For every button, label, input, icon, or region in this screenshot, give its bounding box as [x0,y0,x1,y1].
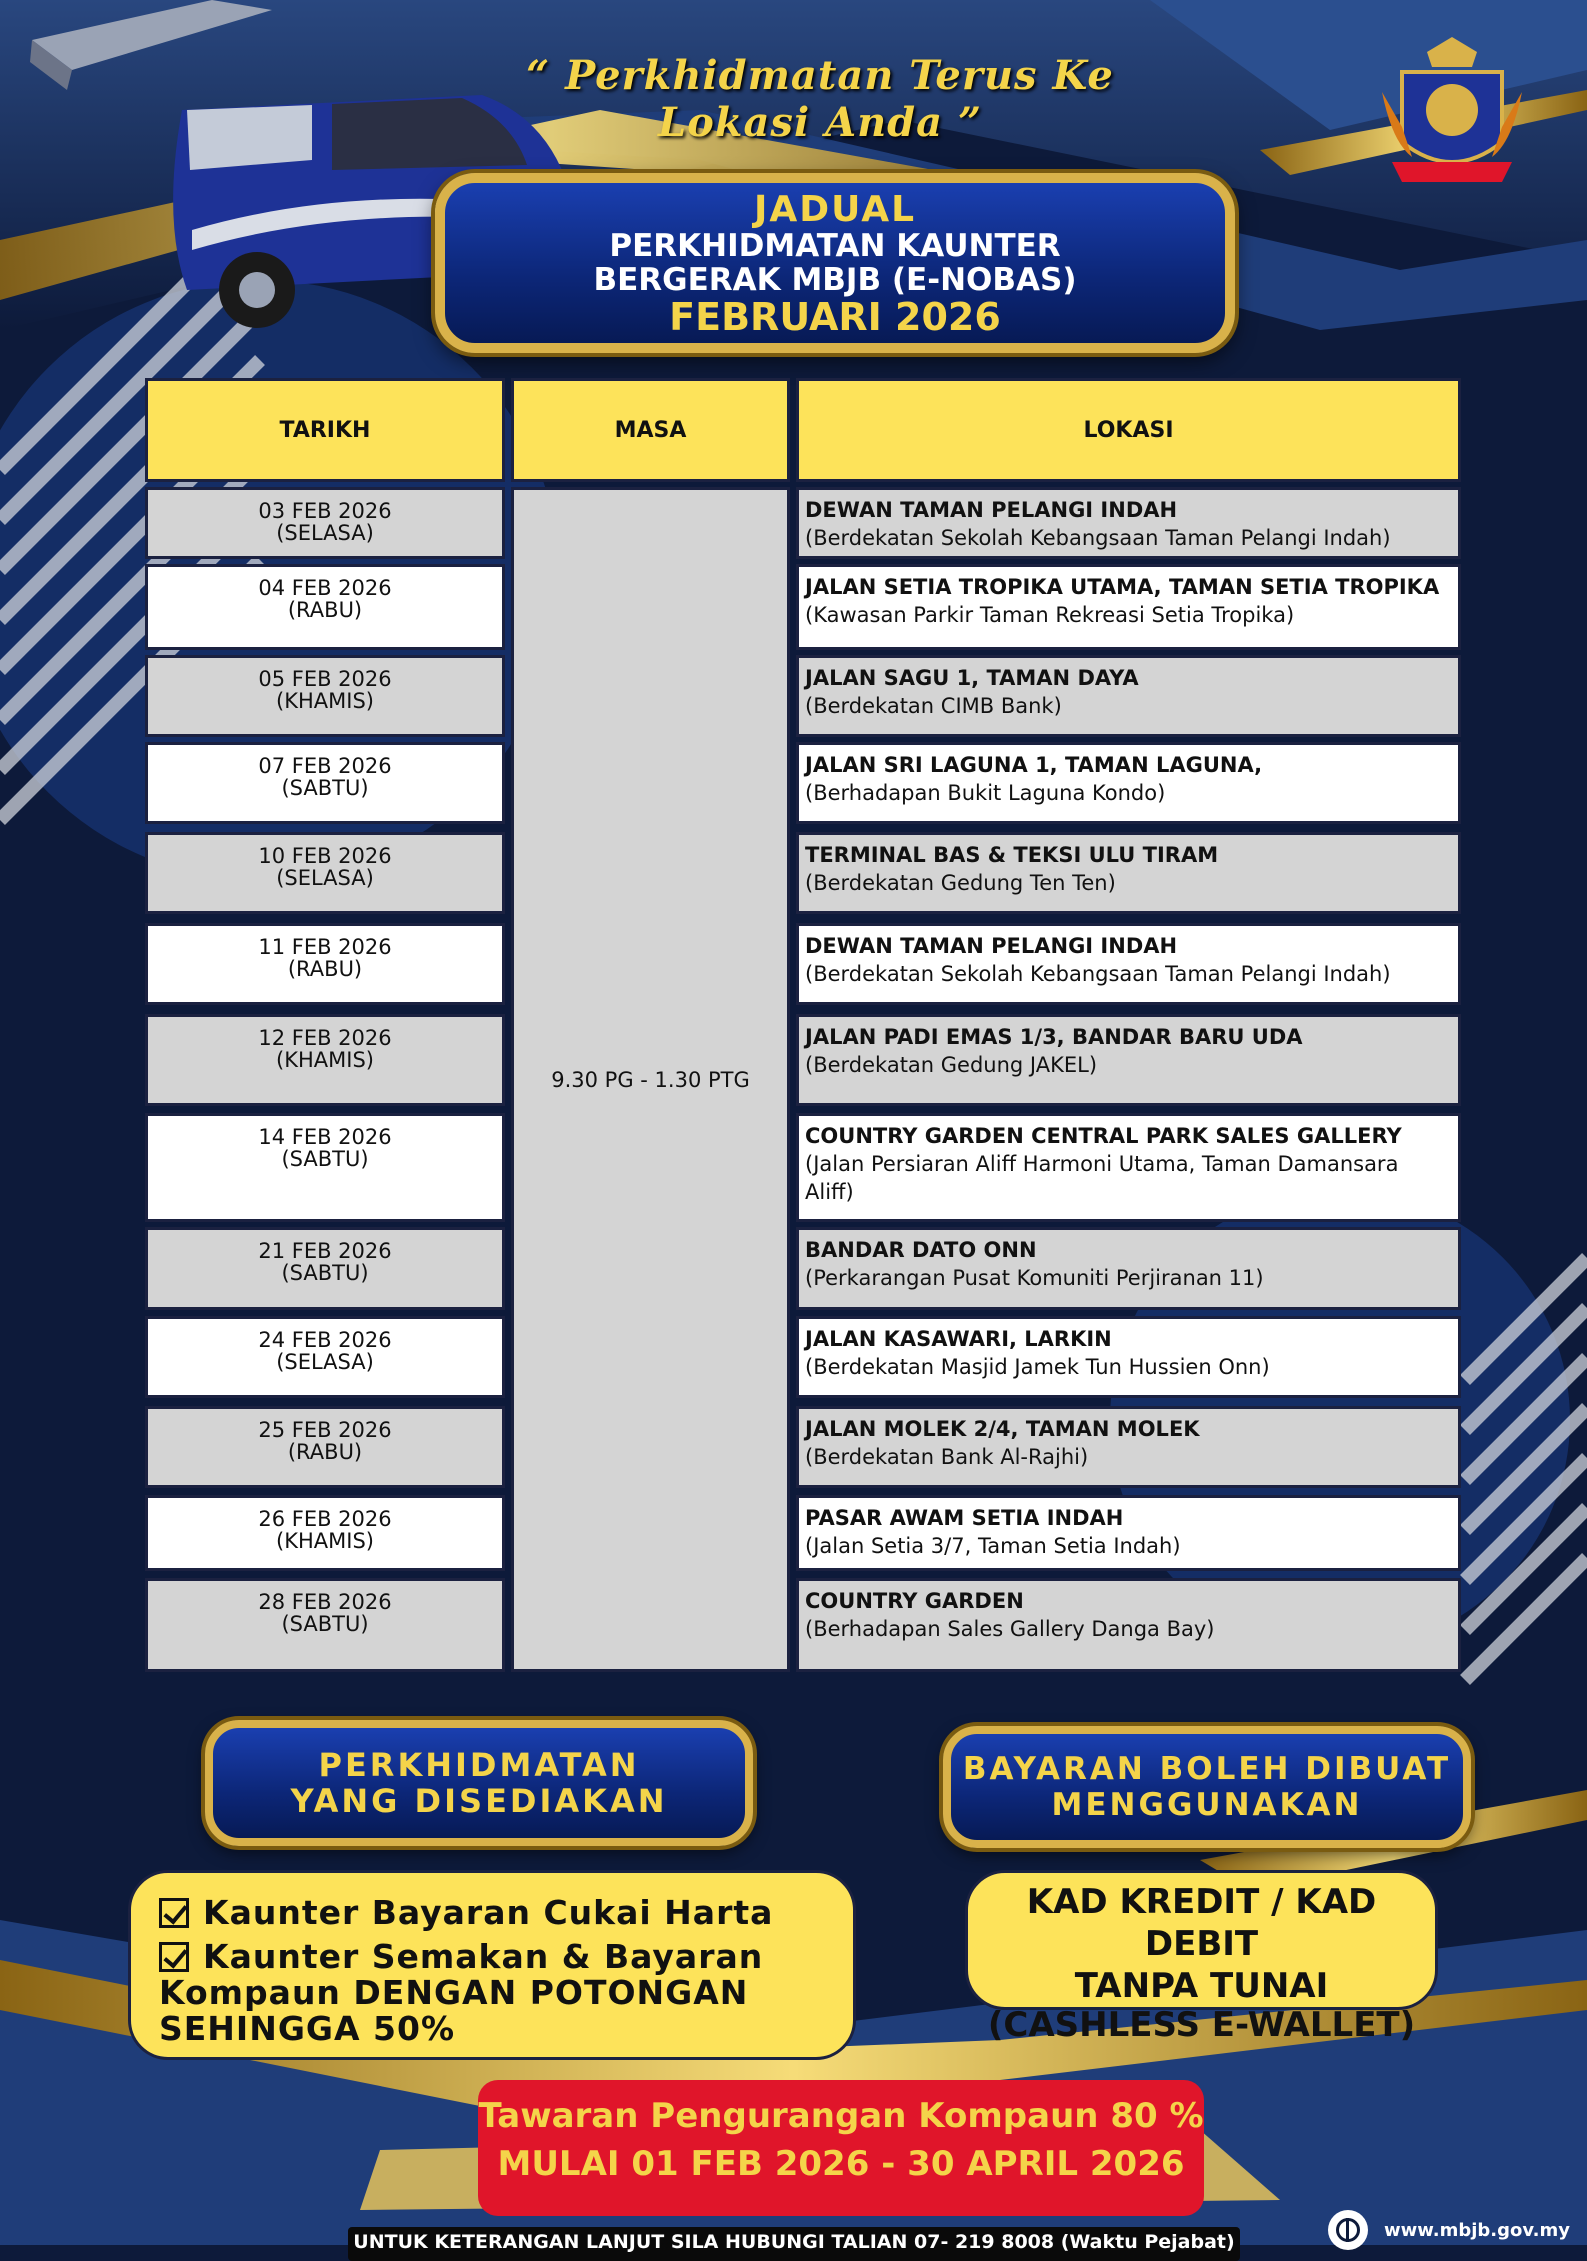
date-text: 07 FEB 2026 [258,754,392,778]
location-name: JALAN KASAWARI, LARKIN [805,1327,1112,1351]
title-line-2: PERKHIDMATAN KAUNTER [609,228,1061,264]
location-name: JALAN MOLEK 2/4, TAMAN MOLEK [805,1417,1200,1441]
checkbox-icon [159,1942,189,1972]
promo-line-2: MULAI 01 FEB 2026 - 30 APRIL 2026 [497,2144,1185,2184]
service-item-2-label [159,1937,764,2048]
location-name: COUNTRY GARDEN [805,1589,1024,1613]
services-heading-line-2: YANG DISEDIAKAN [290,1782,668,1820]
promo-banner [478,2080,1204,2216]
location-note: (Berdekatan Masjid Jamek Tun Hussien Onn) [805,1355,1270,1379]
location-name: PASAR AWAM SETIA INDAH [805,1506,1124,1530]
location-name: TERMINAL BAS & TEKSI ULU TIRAM [805,843,1219,867]
day-text: (SABTU) [281,1612,369,1636]
date-cell [145,1227,505,1310]
date-cell [145,1014,505,1106]
location-note: (Kawasan Parkir Taman Rekreasi Setia Tropika) [805,603,1295,627]
day-text: (RABU) [287,957,363,981]
services-box [128,1870,856,2060]
date-cell [145,923,505,1005]
payment-line-3: (CASHLESS E-WALLET) [987,2005,1416,2045]
tagline: “ Perkhidmatan Terus Ke Lokasi Anda ” [526,52,1114,146]
day-text: (RABU) [287,598,363,622]
location-name: BANDAR DATO ONN [805,1238,1037,1262]
location-cell [796,1406,1461,1488]
day-text: (KHAMIS) [276,1529,374,1553]
payment-line-1: KAD KREDIT / KAD DEBIT [1026,1882,1377,1964]
services-heading-line-1: PERKHIDMATAN [318,1746,640,1784]
promo-line-1: Tawaran Pengurangan Kompaun 80 % [478,2096,1204,2136]
title-panel [435,173,1235,353]
location-note: (Perkarangan Pusat Komuniti Perjiranan 11) [805,1266,1264,1290]
contact-footer: UNTUK KETERANGAN LANJUT SILA HUBUNGI TALIAN 07- 219 8008 (Waktu Pejabat) [348,2227,1240,2261]
title-line-1: JADUAL [753,189,917,230]
date-cell [145,487,505,559]
location-cell [796,923,1461,1005]
location-note: (Jalan Setia 3/7, Taman Setia Indah) [805,1534,1181,1558]
header-masa: MASA [511,378,790,482]
date-cell [145,1406,505,1488]
date-text: 03 FEB 2026 [258,499,392,523]
day-text: (SABTU) [281,1147,369,1171]
location-cell [796,655,1461,737]
date-text: 24 FEB 2026 [258,1328,392,1352]
checkbox-icon [159,1898,189,1928]
date-text: 25 FEB 2026 [258,1418,392,1442]
date-text: 14 FEB 2026 [258,1125,392,1149]
location-cell [796,1495,1461,1571]
location-name: DEWAN TAMAN PELANGI INDAH [805,498,1178,522]
day-text: (SELASA) [276,866,374,890]
location-name: COUNTRY GARDEN CENTRAL PARK SALES GALLERY [805,1124,1402,1148]
date-cell [145,1316,505,1398]
website[interactable] [1328,2210,1570,2250]
location-cell [796,832,1461,914]
services-heading [205,1720,753,1846]
date-text: 28 FEB 2026 [258,1590,392,1614]
location-cell [796,1578,1461,1672]
date-text: 12 FEB 2026 [258,1026,392,1050]
payment-box [965,1870,1438,2045]
date-text: 05 FEB 2026 [258,667,392,691]
location-cell [796,564,1461,650]
location-name: JALAN SRI LAGUNA 1, TAMAN LAGUNA, [805,753,1263,777]
location-cell [796,742,1461,824]
payment-heading-line-2: MENGGUNAKAN [1051,1787,1363,1823]
date-cell [145,655,505,737]
date-text: 21 FEB 2026 [258,1239,392,1263]
service-item-2-line-1: Kaunter Semakan & Bayaran [203,1937,764,1976]
day-text: (SELASA) [276,1350,374,1374]
time-cell: 9.30 PG - 1.30 PTG [511,487,790,1672]
day-text: (KHAMIS) [276,1048,374,1072]
location-cell [796,1113,1461,1222]
service-item-2-line-3: SEHINGGA 50% [159,2009,456,2048]
day-text: (KHAMIS) [276,689,374,713]
date-cell [145,1113,505,1222]
date-text: 11 FEB 2026 [258,935,392,959]
location-note: (Berdekatan CIMB Bank) [805,694,1062,718]
date-text: 10 FEB 2026 [258,844,392,868]
location-cell [796,1316,1461,1398]
date-text: 04 FEB 2026 [258,576,392,600]
location-name: JALAN SAGU 1, TAMAN DAYA [805,666,1139,690]
location-cell [796,1014,1461,1106]
payment-heading-line-1: BAYARAN BOLEH DIBUAT [962,1751,1452,1787]
location-name: JALAN SETIA TROPIKA UTAMA, TAMAN SETIA TROPIKA [805,575,1440,599]
location-note: (Berdekatan Bank Al-Rajhi) [805,1445,1089,1469]
title-month: FEBRUARI 2026 [669,295,1001,339]
header-tarikh: TARIKH [145,378,505,482]
title-line-3: BERGERAK MBJB (E-NOBAS) [593,262,1077,298]
day-text: (SABTU) [281,776,369,800]
location-name: DEWAN TAMAN PELANGI INDAH [805,934,1178,958]
website-link[interactable]: www.mbjb.gov.my [1384,2219,1570,2241]
date-cell [145,742,505,824]
location-name: JALAN PADI EMAS 1/3, BANDAR BARU UDA [805,1025,1303,1049]
location-note: (Berdekatan Sekolah Kebangsaan Taman Pelangi Indah) [805,962,1391,986]
location-note: (Berdekatan Sekolah Kebangsaan Taman Pelangi Indah) [805,526,1391,550]
mbjb-crest-logo [1372,32,1532,192]
payment-line-2: TANPA TUNAI [1074,1966,1329,2006]
service-item-1-label: Kaunter Bayaran Cukai Harta [203,1893,774,1932]
date-cell [145,564,505,650]
day-text: (RABU) [287,1440,363,1464]
day-text: (SABTU) [281,1261,369,1285]
service-item-1 [159,1895,853,1931]
location-note: (Berdekatan Gedung JAKEL) [805,1053,1098,1077]
location-cell [796,1227,1461,1310]
date-cell [145,1495,505,1571]
date-cell [145,1578,505,1672]
location-note: (Berhadapan Bukit Laguna Kondo) [805,781,1166,805]
date-text: 26 FEB 2026 [258,1507,392,1531]
day-text: (SELASA) [276,521,374,545]
location-note: (Jalan Persiaran Aliff Harmoni Utama, Taman Damansara Aliff) [805,1152,1399,1204]
location-note: (Berhadapan Sales Gallery Danga Bay) [805,1617,1215,1641]
globe-icon [1328,2210,1368,2250]
location-cell [796,487,1461,559]
payment-heading [943,1726,1471,1848]
date-cell [145,832,505,914]
service-item-2 [159,1939,853,2047]
service-item-2-line-2: Kompaun DENGAN POTONGAN [159,1973,749,2012]
location-note: (Berdekatan Gedung Ten Ten) [805,871,1116,895]
header-lokasi: LOKASI [796,378,1461,482]
